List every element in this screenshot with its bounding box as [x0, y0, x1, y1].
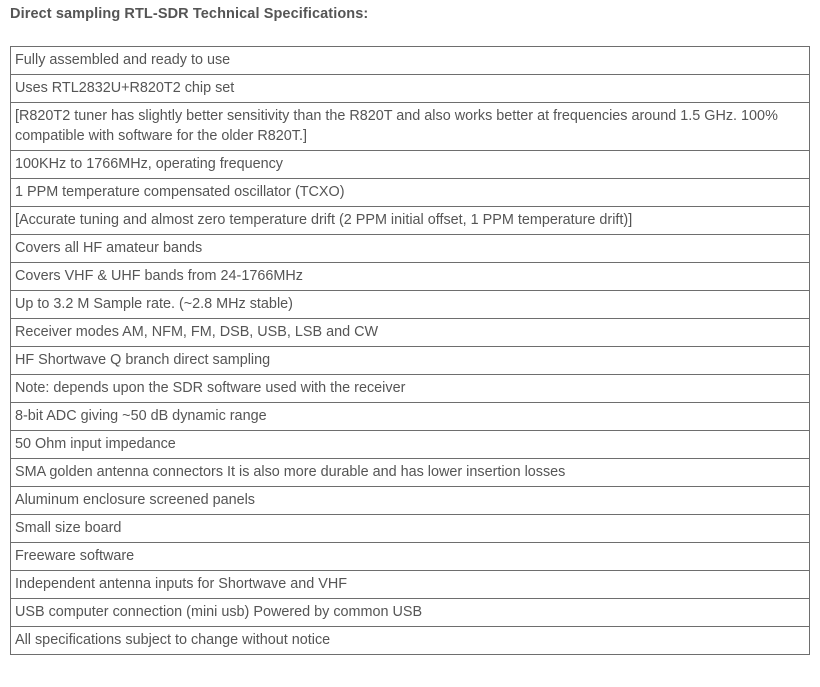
- table-row: [11, 543, 810, 571]
- table-row: [11, 103, 810, 151]
- table-cell: 8-bit ADC giving ~50 dB dynamic range: [11, 403, 810, 431]
- table-row: [11, 291, 810, 319]
- table-row: [11, 571, 810, 599]
- table-cell: Covers all HF amateur bands: [11, 235, 810, 263]
- table-cell: Covers VHF & UHF bands from 24-1766MHz: [11, 263, 810, 291]
- table-cell: Uses RTL2832U+R820T2 chip set: [11, 75, 810, 103]
- table-row: [11, 347, 810, 375]
- table-row: [11, 627, 810, 655]
- table-cell: Small size board: [11, 515, 810, 543]
- table-row: [11, 47, 810, 75]
- table-cell: Up to 3.2 M Sample rate. (~2.8 MHz stable): [11, 291, 810, 319]
- table-cell: HF Shortwave Q branch direct sampling: [11, 347, 810, 375]
- table-cell: 100KHz to 1766MHz, operating frequency: [11, 151, 810, 179]
- table-cell: Note: depends upon the SDR software used with the receiver: [11, 375, 810, 403]
- table-cell: Freeware software: [11, 543, 810, 571]
- table-cell: Fully assembled and ready to use: [11, 47, 810, 75]
- table-row: [11, 207, 810, 235]
- page-title: Direct sampling RTL-SDR Technical Specifications:: [10, 6, 369, 22]
- table-row: [11, 235, 810, 263]
- table-row: [11, 179, 810, 207]
- table-row: [11, 319, 810, 347]
- table-row: [11, 515, 810, 543]
- table-cell: [R820T2 tuner has slightly better sensitivity than the R820T and also works better at frequencies around 1.5 GHz. 100% compatible with software for the older R820T.]: [11, 103, 810, 151]
- table-cell: Independent antenna inputs for Shortwave and VHF: [11, 571, 810, 599]
- table-cell: USB computer connection (mini usb) Powered by common USB: [11, 599, 810, 627]
- table-row: [11, 263, 810, 291]
- table-cell: [Accurate tuning and almost zero temperature drift (2 PPM initial offset, 1 PPM temperature drift)]: [11, 207, 810, 235]
- table-row: [11, 403, 810, 431]
- table-row: [11, 375, 810, 403]
- table-cell: 1 PPM temperature compensated oscillator (TCXO): [11, 179, 810, 207]
- specifications-table: [10, 46, 810, 655]
- table-cell: Aluminum enclosure screened panels: [11, 487, 810, 515]
- table-cell: All specifications subject to change without notice: [11, 627, 810, 655]
- table-row: [11, 487, 810, 515]
- table-cell: SMA golden antenna connectors It is also more durable and has lower insertion losses: [11, 459, 810, 487]
- table-cell: Receiver modes AM, NFM, FM, DSB, USB, LSB and CW: [11, 319, 810, 347]
- table-cell: 50 Ohm input impedance: [11, 431, 810, 459]
- table-row: [11, 431, 810, 459]
- table-row: [11, 459, 810, 487]
- table-row: [11, 75, 810, 103]
- table-row: [11, 599, 810, 627]
- table-row: [11, 151, 810, 179]
